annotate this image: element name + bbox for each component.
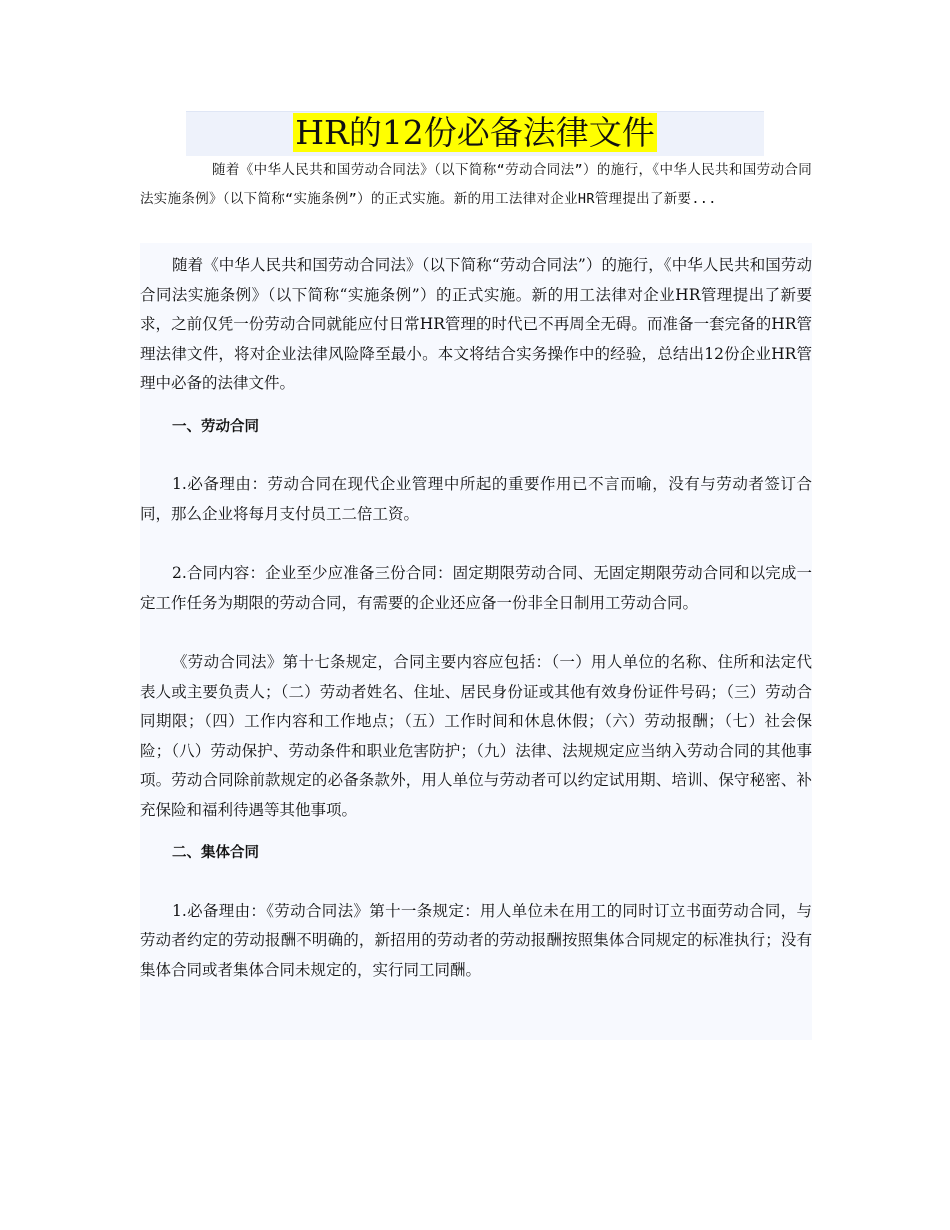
section-heading-labor-contract: 一、劳动合同 — [172, 418, 259, 435]
document-title-text: HR的12份必备法律文件 — [295, 113, 655, 152]
document-title — [0, 111, 950, 155]
section1-content-paragraph: 2.合同内容：企业至少应准备三份合同：固定期限劳动合同、无固定期限劳动合同和以完成一定工作任务为期限的劳动合同，有需要的企业还应备一份非全日制用工劳动合同。 — [140, 564, 812, 612]
intro-paragraph: 随着《中华人民共和国劳动合同法》（以下简称“劳动合同法”）的施行，《中华人民共和国劳动合同法实施条例》（以下简称“实施条例”）的正式实施。新的用工法律对企业HR管理提出了新要求，之前仅凭一份劳动合同就能应付日常HR管理的时代已不再周全无碍。而准备一套完备的HR管理法律文件，将对企业法律风险降至最小。本文将结合实务操作中的经验，总结出12份企业HR管理中必备的法律文件。 — [140, 256, 812, 392]
section2-reason-paragraph: 1.必备理由：《劳动合同法》第十一条规定：用人单位未在用工的同时订立书面劳动合同，与劳动者约定的劳动报酬不明确的，新招用的劳动者的劳动报酬按照集体合同规定的标准执行；没有集体合同或者集体合同未规定的，实行同工同酬。 — [140, 901, 812, 979]
section-heading-collective-contract: 二、集体合同 — [172, 845, 259, 861]
section1-reason-paragraph: 1.必备理由：劳动合同在现代企业管理中所起的重要作用已不言而喻，没有与劳动者签订合同，那么企业将每月支付员工二倍工资。 — [140, 475, 812, 523]
section1-article17-paragraph: 《劳动合同法》第十七条规定，合同主要内容应包括：（一）用人单位的名称、住所和法定代表人或主要负责人；（二）劳动者姓名、住址、居民身份证或其他有效身份证件号码；（三）劳动合同期限；（四）工作内容和工作地点；（五）工作时间和休息休假；（六）劳动报酬；（七）社会保险；（八）劳动保护、劳动条件和职业危害防护；（九）法律、法规规定应当纳入劳动合同的其他事项。劳动合同除前款规定的必备条款外，用人单位与劳动者可以约定试用期、培训、保守秘密、补充保险和福利待遇等其他事项。 — [140, 653, 812, 819]
article-body — [140, 251, 812, 985]
summary-paragraph: 随着《中华人民共和国劳动合同法》（以下简称“劳动合同法”）的施行，《中华人民共和国劳动合同法实施条例》（以下简称“实施条例”）的正式实施。新的用工法律对企业HR管理提出了新要... — [140, 162, 812, 207]
